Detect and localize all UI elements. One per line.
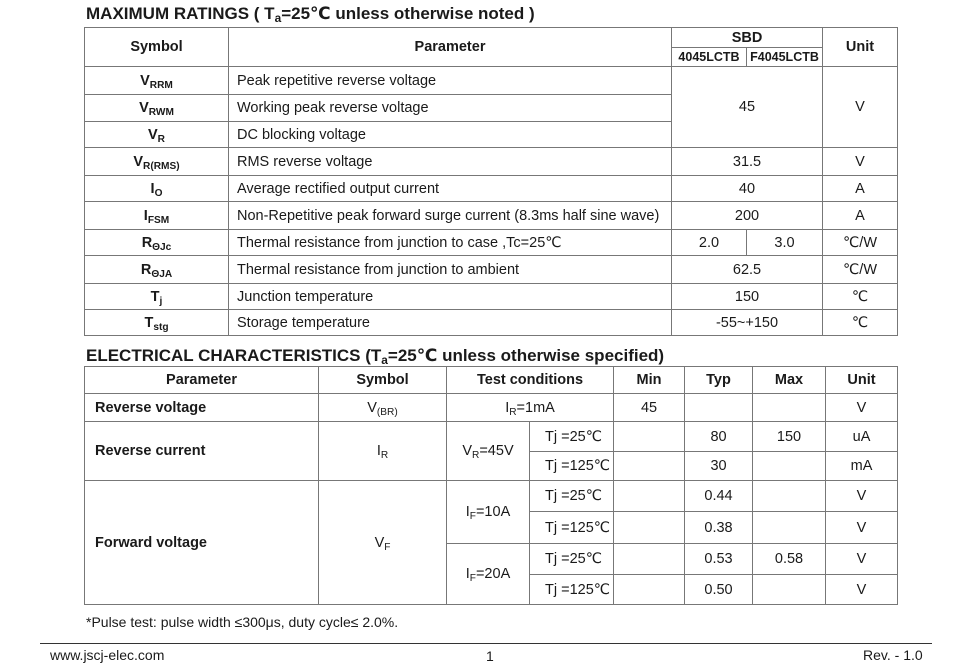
cond-tj: Tj =25℃ bbox=[530, 481, 614, 512]
symbol-vrrms: $V_{R(RMS)}$ bbox=[85, 148, 229, 176]
param-rthjc: Thermal resistance from junction to case ,Tc=25℃ bbox=[229, 230, 672, 256]
cond-tj: Tj =125℃ bbox=[530, 512, 614, 544]
table-row bbox=[85, 67, 898, 95]
max-cell bbox=[753, 452, 826, 481]
value-vrrms: 31.5 bbox=[672, 148, 823, 176]
param-vrrm: Peak repetitive reverse voltage bbox=[229, 67, 672, 95]
header-parameter: Parameter bbox=[229, 28, 672, 67]
min-cell bbox=[614, 544, 685, 575]
symbol-vf: $V_F$ bbox=[319, 481, 447, 605]
typ-cell: 30 bbox=[685, 452, 753, 481]
max-cell bbox=[753, 575, 826, 605]
param-io: Average rectified output current bbox=[229, 176, 672, 202]
max-cell bbox=[753, 481, 826, 512]
header-max: Max bbox=[753, 367, 826, 394]
min-cell bbox=[614, 512, 685, 544]
cond-tj: Tj =25℃ bbox=[530, 544, 614, 575]
unit-tstg: ℃ bbox=[823, 310, 898, 336]
param-tj: Junction temperature bbox=[229, 284, 672, 310]
max-cell bbox=[753, 512, 826, 544]
unit-rthjc: ℃/W bbox=[823, 230, 898, 256]
symbol-vrwm: $V_{RWM}$ bbox=[85, 95, 229, 122]
footer-divider bbox=[40, 643, 932, 644]
unit-cell: V bbox=[826, 512, 898, 544]
table-row bbox=[85, 148, 898, 176]
unit-cell: V bbox=[826, 575, 898, 605]
cond-if-20a: $I_F=20A$ bbox=[447, 544, 530, 605]
header-symbol: Symbol bbox=[85, 28, 229, 67]
header-part-4045lctb: 4045LCTB bbox=[672, 48, 747, 67]
table-row bbox=[85, 176, 898, 202]
unit-reverse-voltage: V bbox=[826, 394, 898, 422]
value-rthjc-4045lctb: 2.0 bbox=[672, 230, 747, 256]
typ-cell: 80 bbox=[685, 422, 753, 452]
value-tj: 150 bbox=[672, 284, 823, 310]
max-reverse-voltage bbox=[753, 394, 826, 422]
cond-tj: Tj =25℃ bbox=[530, 422, 614, 452]
max-cell: 150 bbox=[753, 422, 826, 452]
typ-cell: 0.53 bbox=[685, 544, 753, 575]
symbol-rthja: $R_{\Theta JA}$ bbox=[85, 256, 229, 284]
symbol-ifsm: $I_{FSM}$ bbox=[85, 202, 229, 230]
value-voltage-group: 45 bbox=[672, 67, 823, 148]
pulse-test-note: *Pulse test: pulse width ≤300μs, duty cycle≤ 2.0%. bbox=[86, 614, 399, 630]
header-parameter: Parameter bbox=[85, 367, 319, 394]
param-vrrms: RMS reverse voltage bbox=[229, 148, 672, 176]
page-number: 1 bbox=[486, 648, 494, 664]
revision-label: Rev. - 1.0 bbox=[863, 647, 923, 663]
param-vr: DC blocking voltage bbox=[229, 122, 672, 148]
typ-cell: 0.44 bbox=[685, 481, 753, 512]
unit-cell: mA bbox=[826, 452, 898, 481]
value-rthjc-f4045lctb: 3.0 bbox=[747, 230, 823, 256]
electrical-header-row bbox=[85, 367, 898, 394]
typ-reverse-voltage bbox=[685, 394, 753, 422]
footer-url: www.jscj-elec.com bbox=[50, 647, 165, 663]
max-cell: 0.58 bbox=[753, 544, 826, 575]
unit-cell: V bbox=[826, 481, 898, 512]
param-rthja: Thermal resistance from junction to ambient bbox=[229, 256, 672, 284]
unit-ifsm: A bbox=[823, 202, 898, 230]
unit-cell: uA bbox=[826, 422, 898, 452]
symbol-vr: $V_R$ bbox=[85, 122, 229, 148]
param-ifsm: Non-Repetitive peak forward surge current (8.3ms half sine wave) bbox=[229, 202, 672, 230]
cond-reverse-voltage: $I_R=1mA$ bbox=[447, 394, 614, 422]
header-test-conditions: Test conditions bbox=[447, 367, 614, 394]
typ-cell: 0.38 bbox=[685, 512, 753, 544]
cond-tj: Tj =125℃ bbox=[530, 452, 614, 481]
min-cell bbox=[614, 422, 685, 452]
cond-vr-45v: $V_R=45V$ bbox=[447, 422, 530, 481]
min-cell bbox=[614, 452, 685, 481]
header-unit: Unit bbox=[826, 367, 898, 394]
header-min: Min bbox=[614, 367, 685, 394]
symbol-rthjc: $R_{\Theta Jc}$ bbox=[85, 230, 229, 256]
param-tstg: Storage temperature bbox=[229, 310, 672, 336]
max-ratings-title: MAXIMUM RATINGS ( $T_a=25℃$ unless otherwise noted ) bbox=[86, 4, 535, 25]
symbol-vbr: $V_{(BR)}$ bbox=[319, 394, 447, 422]
symbol-tj: $T_j$ bbox=[85, 284, 229, 310]
param-reverse-current: Reverse current bbox=[85, 422, 319, 481]
unit-vrrms: V bbox=[823, 148, 898, 176]
electrical-characteristics-table bbox=[84, 366, 898, 605]
value-ifsm: 200 bbox=[672, 202, 823, 230]
table-row bbox=[85, 394, 898, 422]
table-row bbox=[85, 230, 898, 256]
header-typ: Typ bbox=[685, 367, 753, 394]
typ-cell: 0.50 bbox=[685, 575, 753, 605]
table-row bbox=[85, 310, 898, 336]
value-rthja: 62.5 bbox=[672, 256, 823, 284]
header-unit: Unit bbox=[823, 28, 898, 67]
param-forward-voltage: Forward voltage bbox=[85, 481, 319, 605]
cond-tj: Tj =125℃ bbox=[530, 575, 614, 605]
header-sbd: SBD bbox=[672, 28, 823, 48]
header-symbol: Symbol bbox=[319, 367, 447, 394]
max-ratings-header-row bbox=[85, 28, 898, 48]
value-io: 40 bbox=[672, 176, 823, 202]
table-row bbox=[85, 481, 898, 512]
min-reverse-voltage: 45 bbox=[614, 394, 685, 422]
header-part-f4045lctb: F4045LCTB bbox=[747, 48, 823, 67]
min-cell bbox=[614, 481, 685, 512]
unit-io: A bbox=[823, 176, 898, 202]
table-row bbox=[85, 202, 898, 230]
symbol-tstg: $T_{stg}$ bbox=[85, 310, 229, 336]
unit-cell: V bbox=[826, 544, 898, 575]
param-vrwm: Working peak reverse voltage bbox=[229, 95, 672, 122]
cond-if-10a: $I_F=10A$ bbox=[447, 481, 530, 544]
unit-rthja: ℃/W bbox=[823, 256, 898, 284]
min-cell bbox=[614, 575, 685, 605]
electrical-characteristics-title: ELECTRICAL CHARACTERISTICS ($T_a=25℃$ unless otherwise specified) bbox=[86, 346, 665, 367]
max-ratings-table bbox=[84, 27, 898, 336]
param-reverse-voltage: Reverse voltage bbox=[85, 394, 319, 422]
table-row bbox=[85, 422, 898, 452]
unit-tj: ℃ bbox=[823, 284, 898, 310]
unit-voltage-group: V bbox=[823, 67, 898, 148]
symbol-io: $I_O$ bbox=[85, 176, 229, 202]
table-row bbox=[85, 256, 898, 284]
value-tstg: -55~+150 bbox=[672, 310, 823, 336]
symbol-vrrm: $V_{RRM}$ bbox=[85, 67, 229, 95]
symbol-ir: $I_R$ bbox=[319, 422, 447, 481]
table-row bbox=[85, 284, 898, 310]
